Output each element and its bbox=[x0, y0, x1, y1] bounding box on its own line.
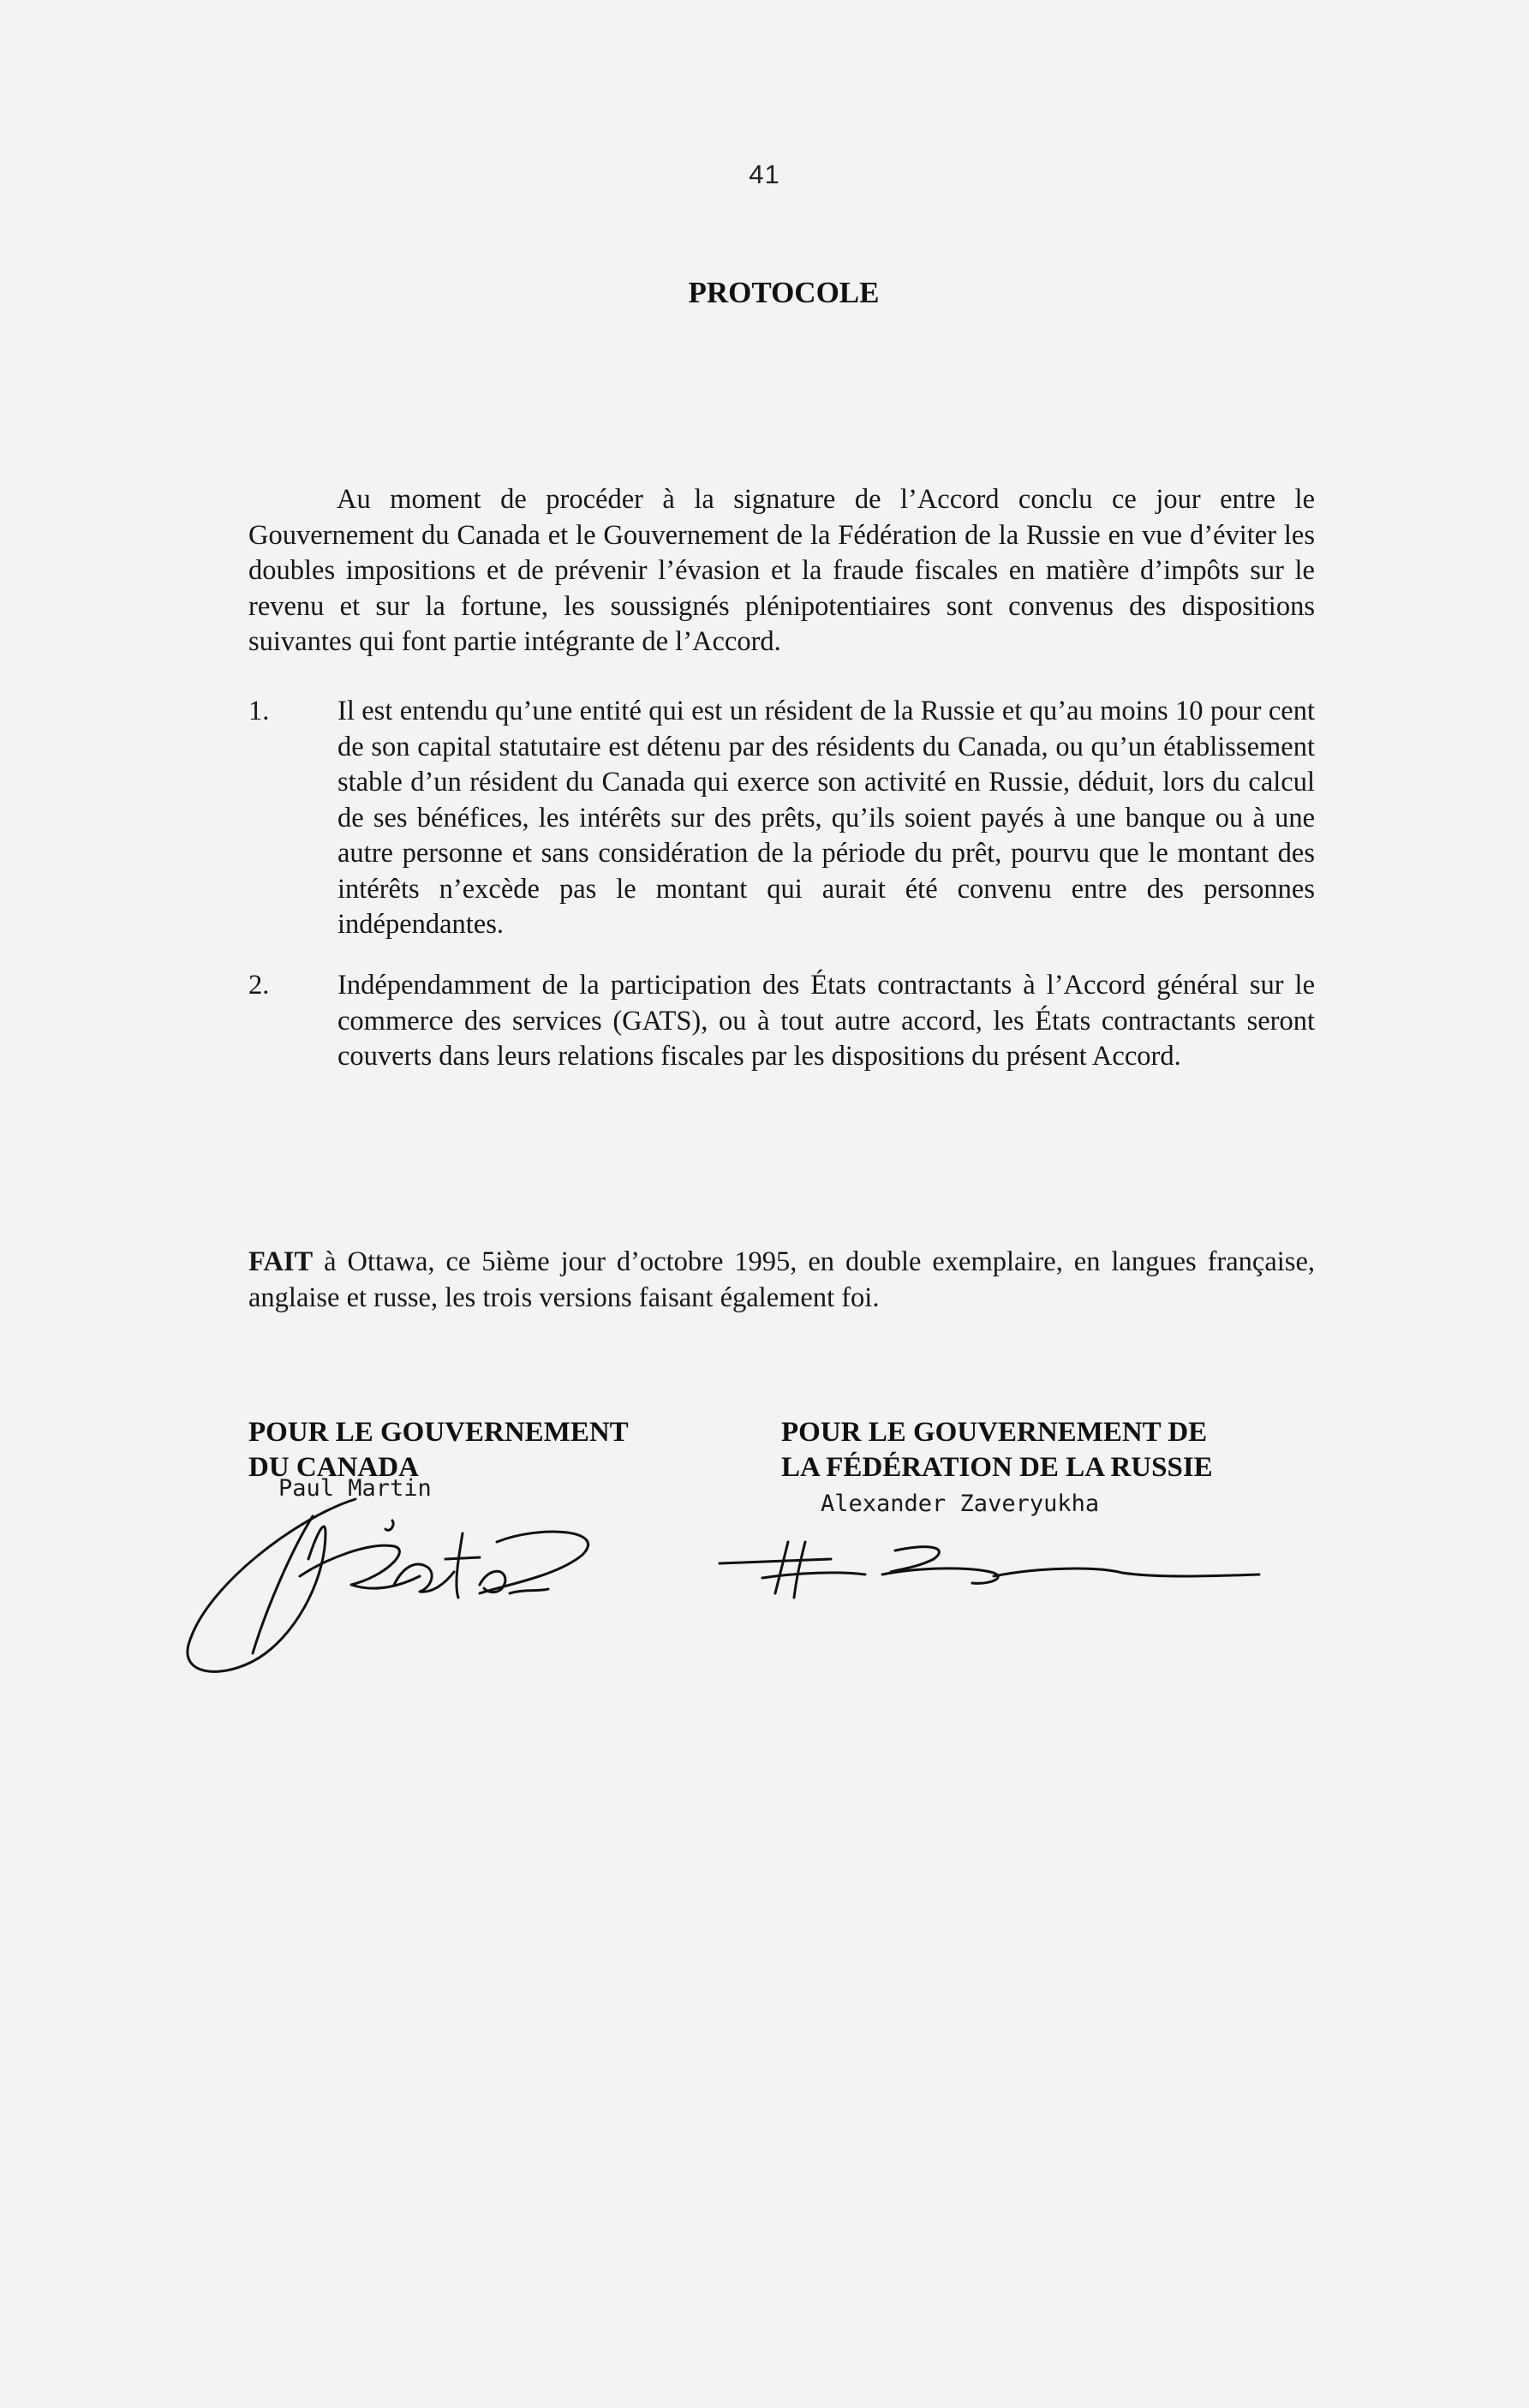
signatory-line: POUR LE GOUVERNEMENT DE bbox=[781, 1417, 1208, 1448]
handwritten-signature-canada bbox=[171, 1482, 617, 1688]
signatory-line: DU CANADA bbox=[248, 1452, 419, 1483]
intro-paragraph: Au moment de procéder à la signature de l’Accord conclu ce jour entre le Gouvernement du Canada et le Gouvernement de la Fédération de la Russie en vue d’éviter les doubles impositions et de prévenir l’évasion et la fraude fiscales en matière d’impôts sur le revenu et sur la fortune, les soussignés plénipotentiaires sont convenus des dispositions suivantes qui font partie intégrante de l’Accord. bbox=[248, 484, 1315, 657]
page-title: PROTOCOLE bbox=[688, 276, 880, 309]
item-number: 2. bbox=[248, 970, 270, 1001]
closing-paragraph bbox=[248, 1245, 1315, 1316]
typed-name-russia: Alexander Zaveryukha bbox=[821, 1491, 1100, 1517]
signatory-line: LA FÉDÉRATION DE LA RUSSIE bbox=[781, 1452, 1213, 1483]
page-number: 41 bbox=[749, 159, 780, 189]
signatory-russia-heading bbox=[781, 1415, 1213, 1485]
item-text: Indépendamment de la participation des États contractants à l’Accord général sur le commerce des services (GATS), ou à tout autre accord, les États contractants seront couverts dans leurs relations fiscales par les dispositions du présent Accord. bbox=[337, 970, 1315, 1072]
item-text: Il est entendu qu’une entité qui est un résident de la Russie et qu’au moins 10 pour cent de son capital statutaire est détenu par des résidents du Canada, ou qu’un établissement stable d’un résident du Canada qui exerce son activité en Russie, déduit, lors du calcul de ses bénéfices, les intérêts sur des prêts, qu’ils soient payés à une banque ou à une autre personne et sans considération de la période du prêt, pourvu que le montant des intérêts n’excède pas le montant qui aurait été convenu entre des personnes indépendantes. bbox=[337, 696, 1315, 940]
signatory-line: POUR LE GOUVERNEMENT bbox=[248, 1417, 629, 1448]
typed-name-canada: Paul Martin bbox=[278, 1475, 432, 1502]
closing-text: à Ottawa, ce 5ième jour d’octobre 1995, en double exemplaire, en langues française, anglaise et russe, les trois versions faisant également foi. bbox=[248, 1246, 1315, 1313]
handwritten-signature-russia bbox=[711, 1516, 1268, 1610]
closing-lead: FAIT bbox=[248, 1246, 314, 1277]
item-number: 1. bbox=[248, 696, 270, 726]
show-through-text bbox=[304, 1114, 327, 1163]
